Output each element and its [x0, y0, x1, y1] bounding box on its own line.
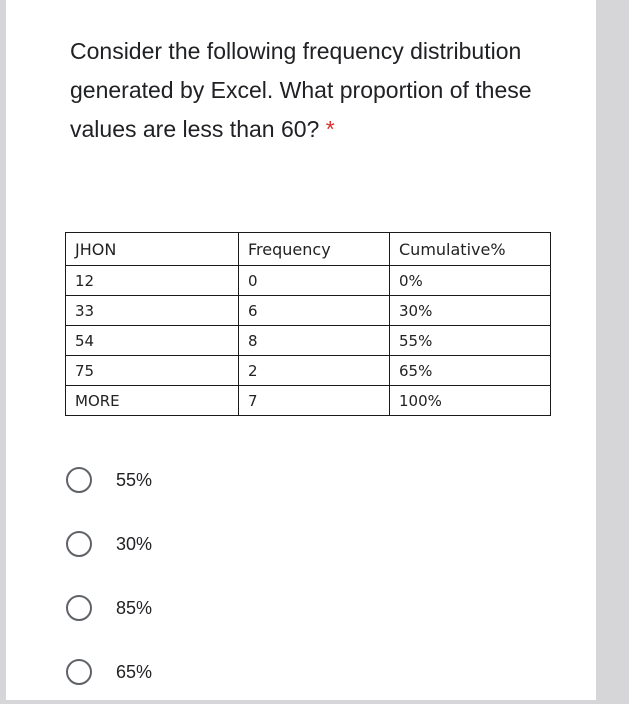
table-cell: 0	[239, 266, 390, 296]
table-cell: 100%	[390, 386, 551, 416]
radio-button[interactable]	[66, 595, 92, 621]
table-row	[66, 356, 551, 386]
option-85[interactable]	[66, 576, 152, 640]
option-label: 85%	[116, 597, 153, 618]
header-cumulative: Cumulative%	[390, 233, 551, 266]
answer-options	[66, 448, 152, 704]
table-row	[66, 386, 551, 416]
table-cell: 55%	[390, 326, 551, 356]
option-label: 65%	[116, 661, 153, 682]
option-65[interactable]	[66, 640, 152, 704]
table-cell: 75	[66, 356, 239, 386]
option-label: 55%	[116, 469, 153, 490]
question-title	[70, 32, 570, 149]
table-row	[66, 326, 551, 356]
table-row	[66, 296, 551, 326]
table-cell: 8	[239, 326, 390, 356]
option-30[interactable]	[66, 512, 152, 576]
question-text: Consider the following frequency distribution generated by Excel. What proportion of these values are less than 60?	[70, 38, 532, 142]
required-asterisk: *	[325, 116, 335, 142]
radio-button[interactable]	[66, 659, 92, 685]
radio-button[interactable]	[66, 467, 92, 493]
option-55[interactable]	[66, 448, 152, 512]
frequency-table	[65, 232, 551, 416]
table-cell: 65%	[390, 356, 551, 386]
table-cell: 30%	[390, 296, 551, 326]
table-cell: MORE	[66, 386, 239, 416]
table-cell: 7	[239, 386, 390, 416]
option-label: 30%	[116, 533, 153, 554]
table-cell: 2	[239, 356, 390, 386]
radio-button[interactable]	[66, 531, 92, 557]
table-cell: 6	[239, 296, 390, 326]
table-cell: 33	[66, 296, 239, 326]
header-frequency: Frequency	[239, 233, 390, 266]
table-header-row	[66, 233, 551, 266]
table-cell: 54	[66, 326, 239, 356]
table-cell: 12	[66, 266, 239, 296]
header-jhon: JHON	[66, 233, 239, 266]
table-row	[66, 266, 551, 296]
table-cell: 0%	[390, 266, 551, 296]
